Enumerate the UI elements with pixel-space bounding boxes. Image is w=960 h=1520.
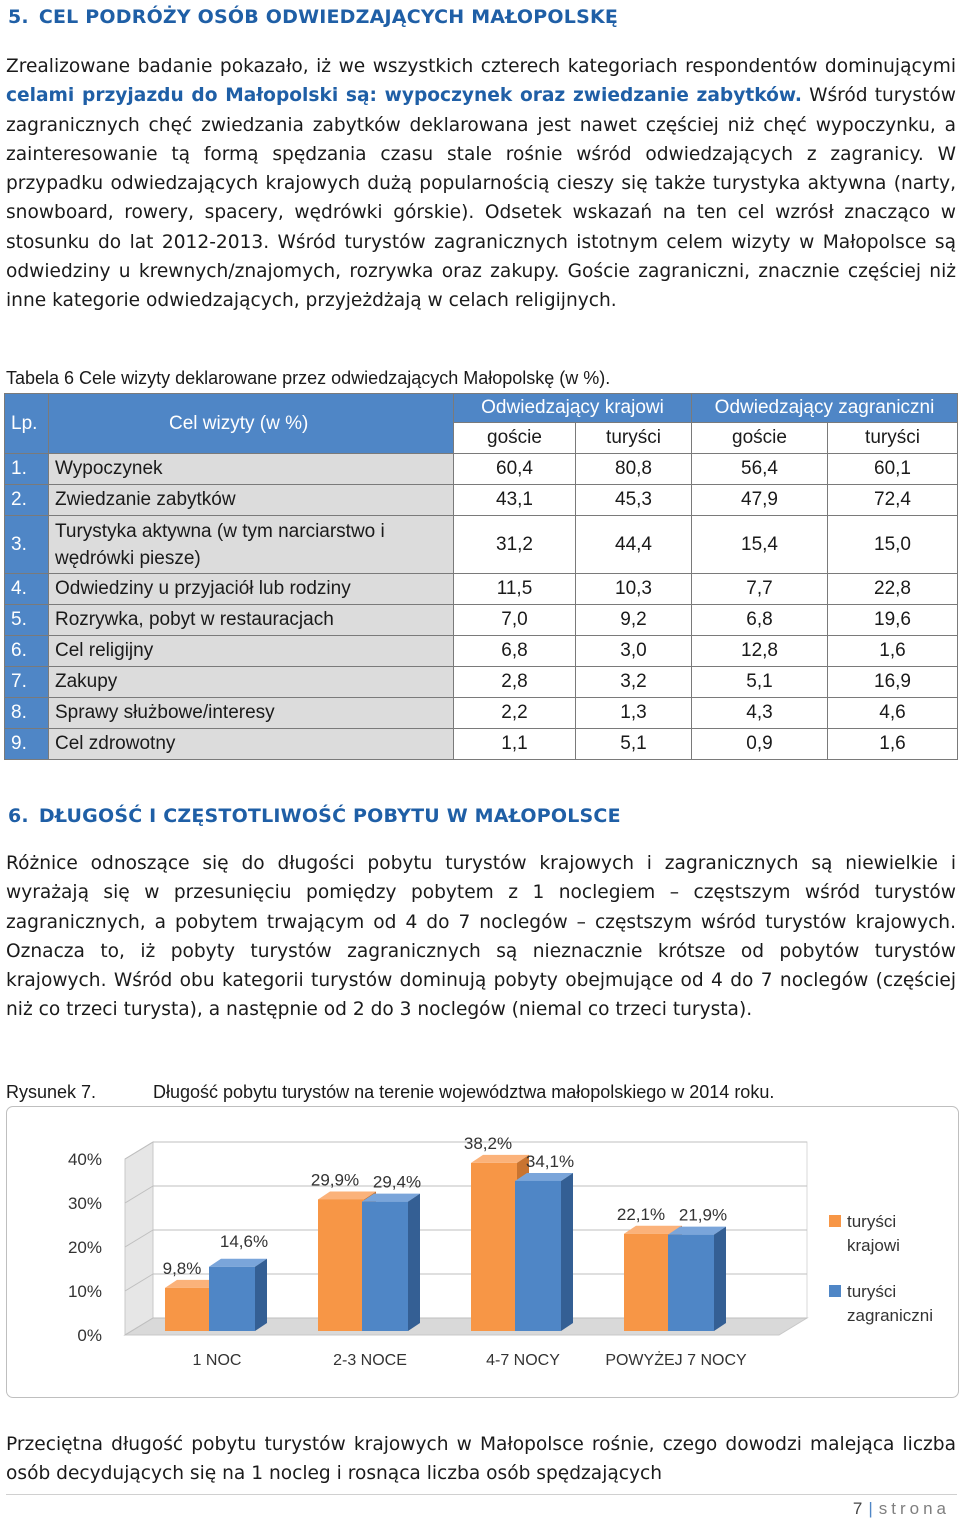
category-label: 4-7 NOCY [486,1352,560,1369]
row-value: 60,4 [454,454,576,485]
row-value: 80,8 [576,454,692,485]
table-caption: Tabela 6 Cele wizyty deklarowane przez odwiedzających Małopolskę (w %). [6,368,611,388]
bar-side [561,1173,573,1331]
row-label: Wypoczynek [49,454,454,485]
footer-divider [6,1494,957,1495]
row-value: 2,2 [454,698,576,729]
row-number: 7. [5,667,49,698]
bar-krajowi [624,1234,670,1331]
section-5-number: 5. [8,6,29,28]
table-row [5,516,958,574]
row-label: Rozrywka, pobyt w restauracjach [49,605,454,636]
row-value: 9,2 [576,605,692,636]
row-value: 16,9 [828,667,958,698]
row-number: 6. [5,636,49,667]
data-label: 34,1% [525,1151,575,1171]
legend-label: krajowi [847,1236,900,1255]
section-5-title: CEL PODRÓŻY OSÓB ODWIEDZAJĄCYCH MAŁOPOLSKĘ [38,6,619,28]
footer-separator: | [868,1499,873,1518]
bar-zagraniczni [515,1181,561,1331]
data-label: 29,9% [310,1170,360,1190]
chart-frame [6,1106,959,1398]
row-number: 1. [5,454,49,485]
goals-table [4,393,958,760]
row-value: 60,1 [828,454,958,485]
closing-paragraph: Przeciętna długość pobytu turystów krajowych w Małopolsce rośnie, czego dowodzi malejąca liczba osób decydujących się na 1 nocleg i rosnąca liczba osób spędzających [6,1434,956,1485]
row-number: 2. [5,485,49,516]
legend-label: turyści [847,1212,897,1231]
legend-swatch [829,1215,841,1227]
row-label: Cel religijny [49,636,454,667]
row-label: Zwiedzanie zabytków [49,485,454,516]
data-label: 9,8% [162,1258,202,1278]
row-value: 19,6 [828,605,958,636]
y-tick-label: 40% [67,1150,102,1169]
category-label: POWYŻEJ 7 NOCY [605,1352,747,1369]
row-label: Odwiedziny u przyjaciół lub rodziny [49,574,454,605]
row-value: 44,4 [576,516,692,574]
row-value: 11,5 [454,574,576,605]
section-6-paragraph: Różnice odnoszące się do długości pobytu turystów krajowych i zagranicznych są niewielkie i wyrażają się w przesunięciu pomiędzy pobytem z 1 noclegiem – częstszym wśród turystów zagranicznych, a pobytem trwającym od 4 do 7 noclegów – częstszym wśród turystów krajowych. Oznacza to, iż pobyty turystów zagranicznych są nieznacznie krótsze od pobytów turystów krajowych. Wśród obu kategorii turystów dominują pobyty obejmujące od 4 do 7 noclegów (częściej niż co trzeci turysta), a następnie od 2 do 3 noclegów (niemal co trzeci turysta). [6,853,956,1021]
legend-label: turyści [847,1282,897,1301]
section-6-number: 6. [8,805,29,827]
bar-side [714,1227,726,1331]
row-value: 22,8 [828,574,958,605]
row-value: 1,3 [576,698,692,729]
table-row [5,667,958,698]
row-value: 43,1 [454,485,576,516]
para-text: Zrealizowane badanie pokazało, iż we wszystkich czterech kategoriach respondentów dominującymi [6,56,956,77]
figure-label: Rysunek 7. [6,1082,97,1102]
header-cel: Cel wizyty (w %) [49,394,454,454]
row-label: Zakupy [49,667,454,698]
row-value: 1,1 [454,729,576,760]
table-row [5,729,958,760]
row-value: 10,3 [576,574,692,605]
row-value: 56,4 [692,454,828,485]
row-value: 31,2 [454,516,576,574]
para-highlight: celami przyjazdu do Małopolski są: wypoczynek oraz zwiedzanie zabytków. [6,85,802,107]
row-value: 5,1 [576,729,692,760]
row-value: 2,8 [454,667,576,698]
header-krajowi: Odwiedzający krajowi [454,394,692,423]
row-number: 4. [5,574,49,605]
y-tick-label: 10% [67,1282,102,1301]
bar-krajowi [165,1288,211,1331]
data-label: 22,1% [616,1204,666,1224]
row-value: 3,0 [576,636,692,667]
row-value: 15,4 [692,516,828,574]
row-number: 5. [5,605,49,636]
section-5-heading [8,6,618,28]
row-label: Cel zdrowotny [49,729,454,760]
y-tick-label: 30% [67,1194,102,1213]
para-text: Wśród turystów zagranicznych chęć zwiedzania zabytków deklarowana jest nawet częściej niż chęć wypoczynku, a zainteresowanie tą formą spędzania czasu stale rośnie wśród odwiedzających z zagranicy. W przypadku odwiedzających krajowych dużą popularnością cieszy się także turystyka aktywna (narty, snowboard, rowery, spacery, wędrówki górskie). Odsetek wskazań na ten cel wzrósł znacząco w stosunku do lat 2012-2013. Wśród turystów zagranicznych istotnym celem wizyty w Małopolsce są odwiedziny u krewnych/znajomych, rozrywka oraz zakupy. Goście zagraniczni, znacznie częściej niż inne kategorie odwiedzających, przyjeżdżają w celach religijnych. [6,85,956,312]
y-tick-label: 20% [67,1238,102,1257]
subheader-goscie: goście [692,423,828,454]
y-tick-label: 0% [77,1326,102,1345]
bar-krajowi [471,1163,517,1331]
row-value: 4,3 [692,698,828,729]
bar-krajowi [318,1199,364,1331]
subheader-turysci: turyści [576,423,692,454]
bar-zagraniczni [668,1235,714,1331]
category-label: 1 NOC [192,1352,242,1369]
bar-zagraniczni [362,1202,408,1331]
table-row [5,698,958,729]
row-value: 4,6 [828,698,958,729]
legend-swatch [829,1285,841,1297]
data-label: 29,4% [372,1172,422,1192]
table-row [5,636,958,667]
row-value: 12,8 [692,636,828,667]
table-row [5,454,958,485]
row-value: 7,0 [454,605,576,636]
header-lp: Lp. [5,394,49,454]
section-6-title: DŁUGOŚĆ I CZĘSTOTLIWOŚĆ POBYTU W MAŁOPOLSCE [38,805,621,827]
row-value: 6,8 [692,605,828,636]
row-value: 72,4 [828,485,958,516]
row-value: 7,7 [692,574,828,605]
table-row [5,574,958,605]
table-row [5,485,958,516]
data-label: 38,2% [463,1133,513,1153]
row-value: 15,0 [828,516,958,574]
row-label: Turystyka aktywna (w tym narciarstwo i wędrówki piesze) [49,516,454,574]
legend-label: zagraniczni [847,1306,933,1325]
page-footer [853,1499,950,1519]
row-value: 3,2 [576,667,692,698]
bar-side [408,1194,420,1331]
row-value: 5,1 [692,667,828,698]
row-value: 1,6 [828,636,958,667]
bar-side [255,1259,267,1331]
row-number: 3. [5,516,49,574]
data-label: 14,6% [219,1231,269,1251]
row-number: 9. [5,729,49,760]
table-row [5,605,958,636]
subheader-goscie: goście [454,423,576,454]
row-value: 1,6 [828,729,958,760]
stay-length-chart [7,1107,958,1397]
category-label: 2-3 NOCE [333,1352,407,1369]
section-5-paragraph [6,52,956,316]
bar-zagraniczni [209,1267,255,1331]
row-value: 45,3 [576,485,692,516]
row-value: 6,8 [454,636,576,667]
subheader-turysci: turyści [828,423,958,454]
page-number: 7 [852,1499,863,1518]
figure-title: Długość pobytu turystów na terenie województwa małopolskiego w 2014 roku. [153,1082,775,1102]
page-word: strona [878,1499,950,1518]
data-label: 21,9% [678,1205,728,1225]
header-zagraniczni: Odwiedzający zagraniczni [692,394,958,423]
row-value: 0,9 [692,729,828,760]
section-6-heading [8,805,621,827]
row-value: 47,9 [692,485,828,516]
row-number: 8. [5,698,49,729]
row-label: Sprawy służbowe/interesy [49,698,454,729]
